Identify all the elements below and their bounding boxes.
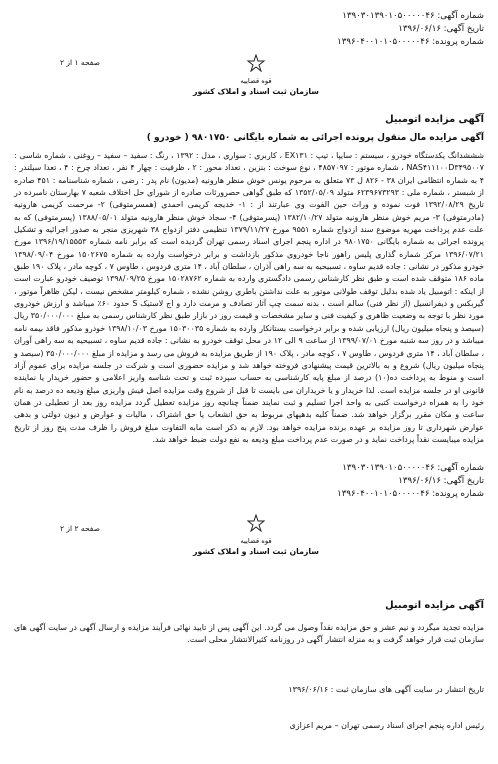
notice-title: آگهی مزایده اتومبیل (385, 600, 484, 611)
ad-number: شماره آگهی: ۱۳۹۰۳۰۱۳۹۰۱۰۵۰۰۰۰۰۴۶ (342, 463, 484, 473)
ad-date: تاریخ آگهی: ۱۳۹۶/۰۶/۱۶ (398, 24, 484, 34)
emblem-icon (186, 54, 326, 76)
notice-1-meta (337, 10, 484, 49)
judiciary-logo-1 (186, 54, 326, 96)
judiciary-logo-2 (186, 514, 326, 556)
signature-line: رئیس اداره پنجم اجرای اسناد رسمی تهران – مریم اعزازی (289, 721, 484, 730)
page-number-1: صفحه ۱ از ۲ (60, 58, 100, 67)
organization-name: سازمان ثبت اسناد و املاک کشور (193, 87, 319, 96)
organization-name: سازمان ثبت اسناد و املاک کشور (193, 547, 319, 556)
notice-body: شششدانگ یکدستگاه خودرو ، سیستم : سایپا ، تیپ : EX۱۳۱ ، کاربری : سواری ، مدل : ۱۳۹۲ ، رنگ : سفید – سفید – روغنی ، شماره شاسی : NAS۴۱۱۱۰۰D۳۴۹۵۰۰۷ ، شماره موتور : ۴۸۵۷۰۹۷ ، نوع سوخت : بنزین ، تعداد محور : ۲ ، ظرفیت : چهار ۴ نفر ، تعداد چرخ : ۴ ، تعدا سیلندر : ۴ به شماره انتظامی ایران ۳۸ - ۸۲۶ ل ۷۳ متعلق به مرحوم یونس خوش منظر هارونیه (مدیون) نام پدر : رضی ، شماره شناسنامه : ۴۵۱ صادره از شبستر ، شماره ملی : ۶۲۳۹۶۷۳۲۹۳ متولد ۱۳۵۲/۰۵/۰۹ که طبق گواهی حصرورثات صادره از شورای حل اختلاف شعبه ۷ بهارستان نامبرده در تاریخ ۱۳۹۲/۰۸/۲۹ فوت نموده و وراث حین الفوت وی عبارتند از : ۱- خدیجه کریمی احمدی (همسرمتوفی) ۲- مرحمت کریمی هارونیه (مادرمتوفی) ۳- مریم خوش منظر هارونیه متولد ۱۳۸۲/۱۰/۲۷ (پسرمتوفی) ۴- سجاد خوش منظر هارونیه متولد ۱۳۸۸/۰۵/۰۱ (پسرمتوفی) که به علت عدم پرداخت مهریه موضوع سند ازدواج شماره ۹۵۵۱ مورخ ۱۳۷۹/۱۱/۲۷ تنظیمی دفتر ازدواج ۳۸ شهریزی منجر به صدور اجرائیه و تشکیل پرونده اجرائی به شماره بایگانی ۹۸۰۱۷۵۰ در اداره پنجم اجرای اسناد رسمی تهران گردیده است که برابر نامه شماره ۱۳۹۶/۱۹/۱۵۵۵۳ مورخ ۱۳۹۶/۰۷/۲۱ مرکز شماره گذاری پلیس راهور ناجا خودروی مذکور بازداشت و برابر درخواست وارده به شماره ۱۵۰۲۶۷۵ مورخ ۱۳۹۸/۰۹/۰۴ خودرو مذکور در نشانی : جاده قدیم ساوه ، تسبیحیه به سه راهی آذران ، سلطان آباد ، ۱۴ متری فردوس ، طاوس ۷ ، کوچه مادر ، پلاک ۱۹۰ طبق ماده ۱۸۶ متوقف شده است و طبق نظر کارشناس رسمی دادگستری وارده به شماره ۱۵۰۲۸۷۶۲ مورخ ۱۳۹۸/۰۹/۲۵ توصیف خودرو عبارت است از اینکه : اتومبیل یاد شده بدلیل توقف طولانی موتور به علت نداشتن باطری روشن نشده ، شماره کیلومتر مشخص نیست ، لیکن ظاهراً موتور ، گیربکس و دیفرانسیل (از نظر فنی) سالم است ، بدنه سمت چپ آثار تصادف و مرمت دارد و اج لاستیک S حدود ۶۰٪ میباشد و ارزش خودروی مورد نظر با توجه به وضعیت ظاهری و کیفیت فنی و سایر مشخصات و قیمت روز در بازار طبق نظر کارشناس رسمی به مبلغ ۳۵۰/۰۰۰/۰۰۰ ریال (سیصد و پنجاه میلیون ریال) ارزیابی شده و برابر درخواست بستانکار وارده به شماره ۱۵۰۳۰۰۳۵ مورخ ۱۳۹۸/۱۰/۰۳ خودرو مذکور فاقد بیمه نامه میباشد و در روز سه شنبه مورخ ۱۳۹۹/۰۷/۰۱ از ساعت ۹ الی ۱۲ در محل توقف خودرو به نشانی : جاده قدیم ساوه ، تسبیحیه به سه راهی آوران ، سلطان آباد ، ۱۴ متری فردوس ، طاوس ۷ ، کوچه مادر ، پلاک ۱۹۰ از طریق مزایده به فروش می رسد و مزایده از مبلغ ۳۵۰/۰۰۰/۰۰۰ (سیصد و پنجاه میلیون ریال) شروع و به بالاترین قیمت پیشنهادی فروخته خواهد شد و مزایده حضوری است و شرکت در جلسه مزایده برای عموم آزاد است و منوط به پرداخت ده(۱۰) درصد از مبلغ پایه کارشناسی به حساب سپرده ثبت و تحت شناسه واریز اعلامی و حضور خریدار یا نماینده قانونی او در جلسه مزایده است. لذا خریدار و یا خریداران می بایست تا قبل از شروع وقت مزایده اصل فیش واریزی مبلغ ودیعه ده درصد به نام خود را به همراه درخواست کتبی به واحد اجرا تسلیم و ثبت نمایند ضمناً چنانچه روز مزایده تعطیل گردد مزایده روز بعد از تعطیلی در همان ساعت و مکان مقرر برگزار خواهد شد. ضمناً کلیه بدهیهای مربوط به حق انشعاب یا حق اشتراک ، مالیات و عوارض و دیون دولتی و بدهی عوارض شهرداری تا روز مزایده بر عهده برنده مزایده خواهد بود. لازم به ذکر است مابه التفاوت مبلغ فروش را ظرف مدت پنج روز از تاریخ مزایده میبایست نقداً پرداخت نماید و در صورت عدم پرداخت مبلغ ودیعه به نفع دولت ضبط خواهد شد. (14, 151, 485, 444)
emblem-icon (186, 514, 326, 536)
notice-2-meta (337, 462, 484, 501)
notice-body: مزایده تجدید میگردد و نیم عشر و حق مزایده نقداً وصول می گردد. این آگهی پس از تایید نهائی فرآیند مزایده و ارسال آگهی در سایت آگهی های سازمان ثبت قرار خواهد گرفت و به منزله انتشار آگهی در روزنامه کثیرالانتشار محلی است. (14, 623, 484, 645)
logo-name: قوه قضاییه (240, 77, 272, 85)
file-number: شماره پرونده: ۱۳۹۶۰۴۰۰۱۰۱۰۵۰۰۰۰۰۴۶ (337, 37, 484, 47)
ad-number: شماره آگهی: ۱۳۹۰۳۰۱۳۹۰۱۰۵۰۰۰۰۰۴۶ (342, 11, 484, 21)
logo-name: قوه قضاییه (240, 537, 272, 545)
ad-date: تاریخ آگهی: ۱۳۹۶/۰۶/۱۶ (398, 476, 484, 486)
notice-title: آگهی مزایده اتومبیل (385, 114, 484, 125)
file-number: شماره پرونده: ۱۳۹۶۰۴۰۰۱۰۱۰۵۰۰۰۰۰۴۶ (337, 489, 484, 499)
page-number-2: صفحه ۲ از ۲ (60, 524, 100, 533)
notice-subtitle: آگهی مزایده مال منقول پرونده اجرائی به شماره بایگانی ۹۸۰۱۷۵۰ ( خودرو ) (146, 133, 484, 143)
publish-date: تاریخ انتشار در سایت آگهی های سازمان ثبت : ۱۳۹۶/۰۶/۱۶ (288, 685, 484, 694)
